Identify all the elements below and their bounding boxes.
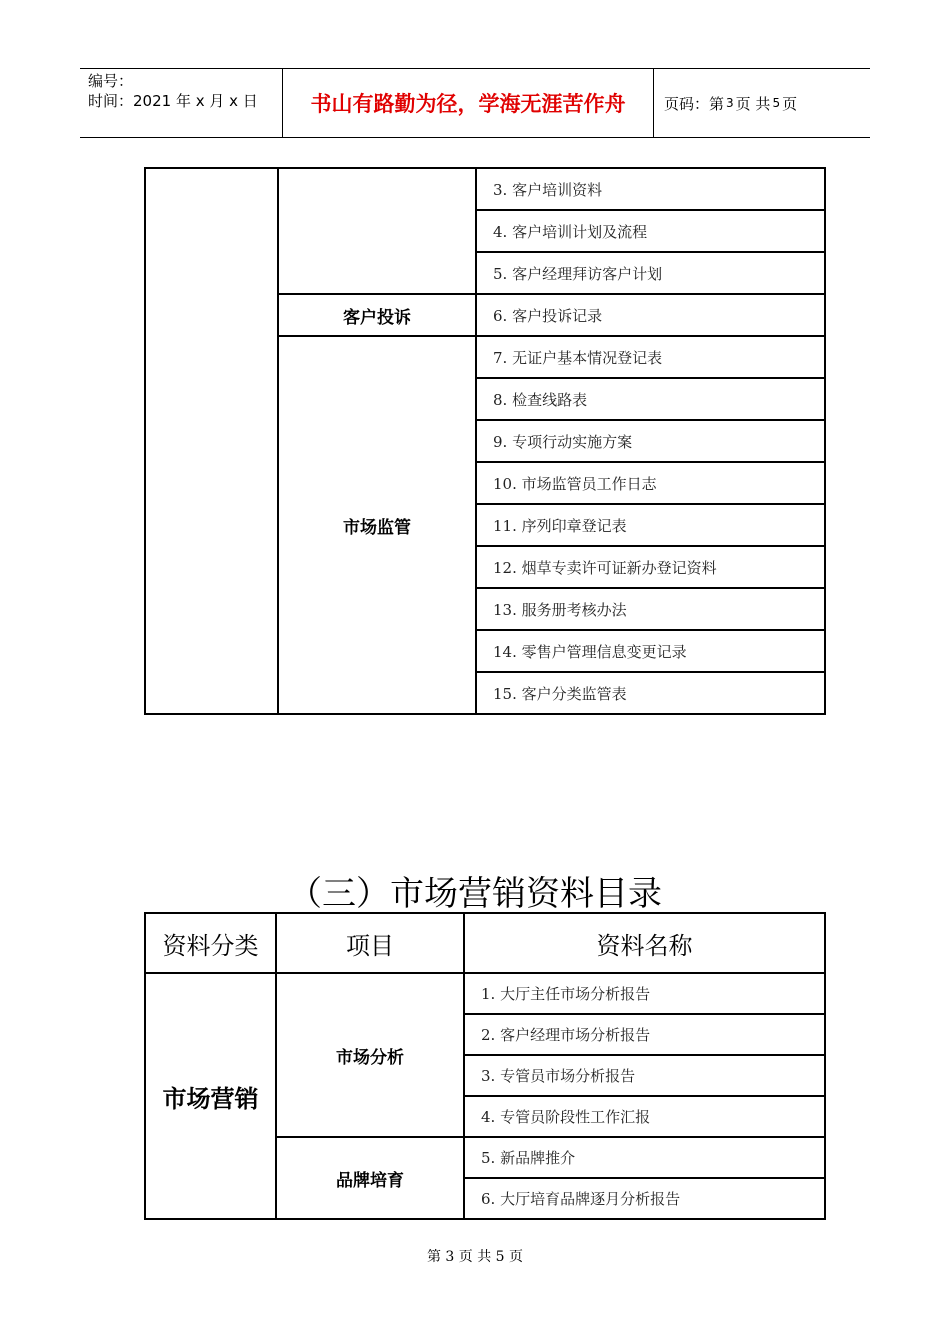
column-header: 项目 (276, 913, 464, 973)
table-row (145, 168, 825, 210)
list-item: 5. 客户经理拜访客户计划 (476, 252, 825, 294)
header-motto: 书山有路勤为径，学海无涯苦作舟 (282, 69, 654, 137)
list-item: 7. 无证户基本情况登记表 (476, 336, 825, 378)
header-meta (80, 69, 282, 137)
column-header: 资料分类 (145, 913, 276, 973)
list-item: 12. 烟草专卖许可证新办登记资料 (476, 546, 825, 588)
list-item: 15. 客户分类监管表 (476, 672, 825, 714)
page-prefix: 页码：第 (664, 94, 725, 113)
list-item: 6. 客户投诉记录 (476, 294, 825, 336)
list-item: 5. 新品牌推介 (464, 1137, 825, 1178)
group-label: 客户投诉 (278, 294, 476, 336)
list-item: 10. 市场监管员工作日志 (476, 462, 825, 504)
list-item: 8. 检查线路表 (476, 378, 825, 420)
list-item: 4. 专管员阶段性工作汇报 (464, 1096, 825, 1137)
number-label: 编号： (88, 72, 134, 90)
page-total: 5 (772, 96, 781, 110)
group-label: 市场分析 (276, 973, 464, 1137)
catalog-table-continued (144, 167, 826, 715)
list-item: 3. 专管员市场分析报告 (464, 1055, 825, 1096)
category-cell-empty (145, 168, 278, 714)
page-footer: 第 3 页 共 5 页 (426, 1249, 524, 1265)
list-item: 6. 大厅培育品牌逐月分析报告 (464, 1178, 825, 1219)
column-header: 资料名称 (464, 913, 825, 973)
list-item: 14. 零售户管理信息变更记录 (476, 630, 825, 672)
list-item: 13. 服务册考核办法 (476, 588, 825, 630)
list-item: 9. 专项行动实施方案 (476, 420, 825, 462)
group-label: 市场监管 (278, 336, 476, 714)
table-header-row (145, 913, 825, 973)
list-item: 1. 大厅主任市场分析报告 (464, 973, 825, 1014)
category-cell: 市场营销 (145, 973, 276, 1219)
page-suffix: 页 (782, 94, 798, 113)
group-label: 品牌培育 (276, 1137, 464, 1219)
list-item: 3. 客户培训资料 (476, 168, 825, 210)
group-label (278, 168, 476, 294)
list-item: 11. 序列印章登记表 (476, 504, 825, 546)
page-mid: 页 共 (735, 94, 771, 113)
time-label: 时间：2021 年 x 月 x 日 (88, 92, 258, 110)
table-row (145, 973, 825, 1014)
list-item: 4. 客户培训计划及流程 (476, 210, 825, 252)
page-header (80, 68, 870, 138)
page-current: 3 (726, 96, 734, 110)
list-item: 2. 客户经理市场分析报告 (464, 1014, 825, 1055)
marketing-catalog-table (144, 912, 826, 1220)
section-title: （三）市场营销资料目录 (288, 874, 662, 914)
header-page-info (654, 69, 870, 137)
